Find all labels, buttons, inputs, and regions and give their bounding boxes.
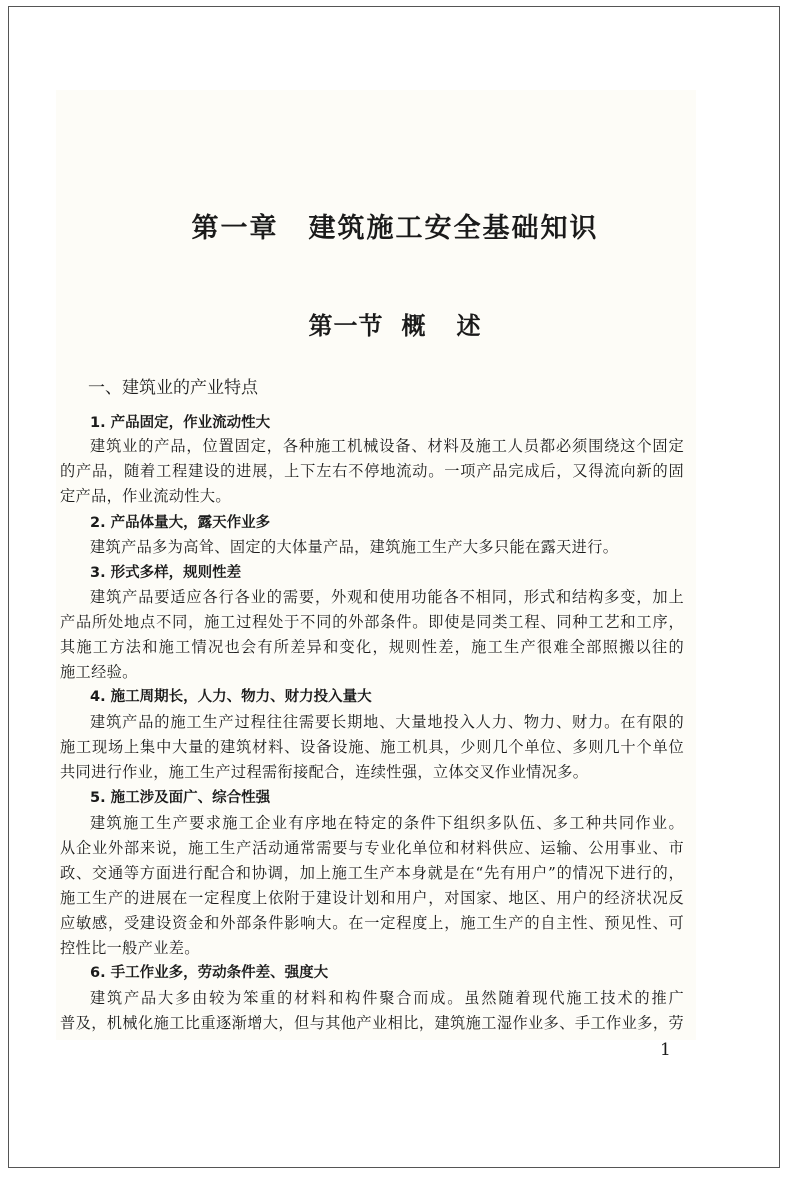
body-line: 普及，机械化施工比重逐渐增大，但与其他产业相比，建筑施工湿作业多、手工作业多，劳: [60, 1014, 684, 1032]
body-line: 产品所处地点不同，施工过程处于不同的外部条件。即使是同类工程、同种工艺和工序，: [60, 613, 684, 631]
section-title: [0, 306, 790, 341]
page-number: 1: [660, 1040, 671, 1060]
section-name-1: 概: [401, 311, 427, 340]
body-line: 其施工方法和施工情况也会有所差异和变化，规则性差，施工生产很难全部照搬以往的: [60, 638, 684, 656]
body-line: 建筑产品要适应各行各业的需要，外观和使用功能各不相同，形式和结构多变，加上: [90, 588, 684, 606]
body-line: 建筑施工生产要求施工企业有序地在特定的条件下组织多队伍、多工种共同作业。: [90, 814, 684, 832]
body-line: 建筑产品多为高耸、固定的大体量产品，建筑施工生产大多只能在露天进行。: [90, 538, 619, 556]
section-name-2: 述: [456, 311, 482, 340]
item-heading: 2. 产品体量大，露天作业多: [90, 515, 271, 531]
section-number: 第一节: [308, 311, 384, 340]
chapter-number: 第一章: [191, 213, 279, 244]
body-line: 建筑产品的施工生产过程往往需要长期地、大量地投入人力、物力、财力。在有限的: [90, 713, 684, 731]
item-heading: 4. 施工周期长，人力、物力、财力投入量大: [90, 689, 372, 705]
body-line: 施工经验。: [60, 663, 138, 681]
body-line: 从企业外部来说，施工生产活动通常需要与专业化单位和材料供应、运输、公用事业、市: [60, 839, 684, 857]
body-line: 施工生产的进展在一定程度上依附于建设计划和用户，对国家、地区、用户的经济状况反: [60, 889, 684, 907]
topic-heading: 一、建筑业的产业特点: [88, 378, 258, 398]
item-heading: 1. 产品固定，作业流动性大: [90, 415, 271, 431]
body-line: 定产品，作业流动性大。: [60, 487, 231, 505]
body-line: 政、交通等方面进行配合和协调，加上施工生产本身就是在“先有用户”的情况下进行的，: [60, 864, 684, 882]
item-heading: 5. 施工涉及面广、综合性强: [90, 790, 271, 806]
body-line: 施工现场上集中大量的建筑材料、设备设施、施工机具，少则几个单位、多则几十个单位: [60, 738, 684, 756]
body-line: 应敏感，受建设资金和外部条件影响大。在一定程度上，施工生产的自主性、预见性、可: [60, 914, 684, 932]
body-line: 控性比一般产业差。: [60, 939, 200, 957]
body-line: 的产品，随着工程建设的进展，上下左右不停地流动。一项产品完成后，又得流向新的固: [60, 462, 684, 480]
chapter-title: [0, 206, 790, 245]
item-heading: 3. 形式多样，规则性差: [90, 565, 242, 581]
body-line: 建筑业的产品，位置固定，各种施工机械设备、材料及施工人员都必须围绕这个固定: [90, 437, 684, 455]
body-line: 建筑产品大多由较为笨重的材料和构件聚合而成。虽然随着现代施工技术的推广: [90, 989, 684, 1007]
chapter-name: 建筑施工安全基础知识: [308, 213, 599, 244]
item-heading: 6. 手工作业多，劳动条件差、强度大: [90, 965, 329, 981]
body-line: 共同进行作业，施工生产过程需衔接配合，连续性强，立体交叉作业情况多。: [60, 763, 589, 781]
